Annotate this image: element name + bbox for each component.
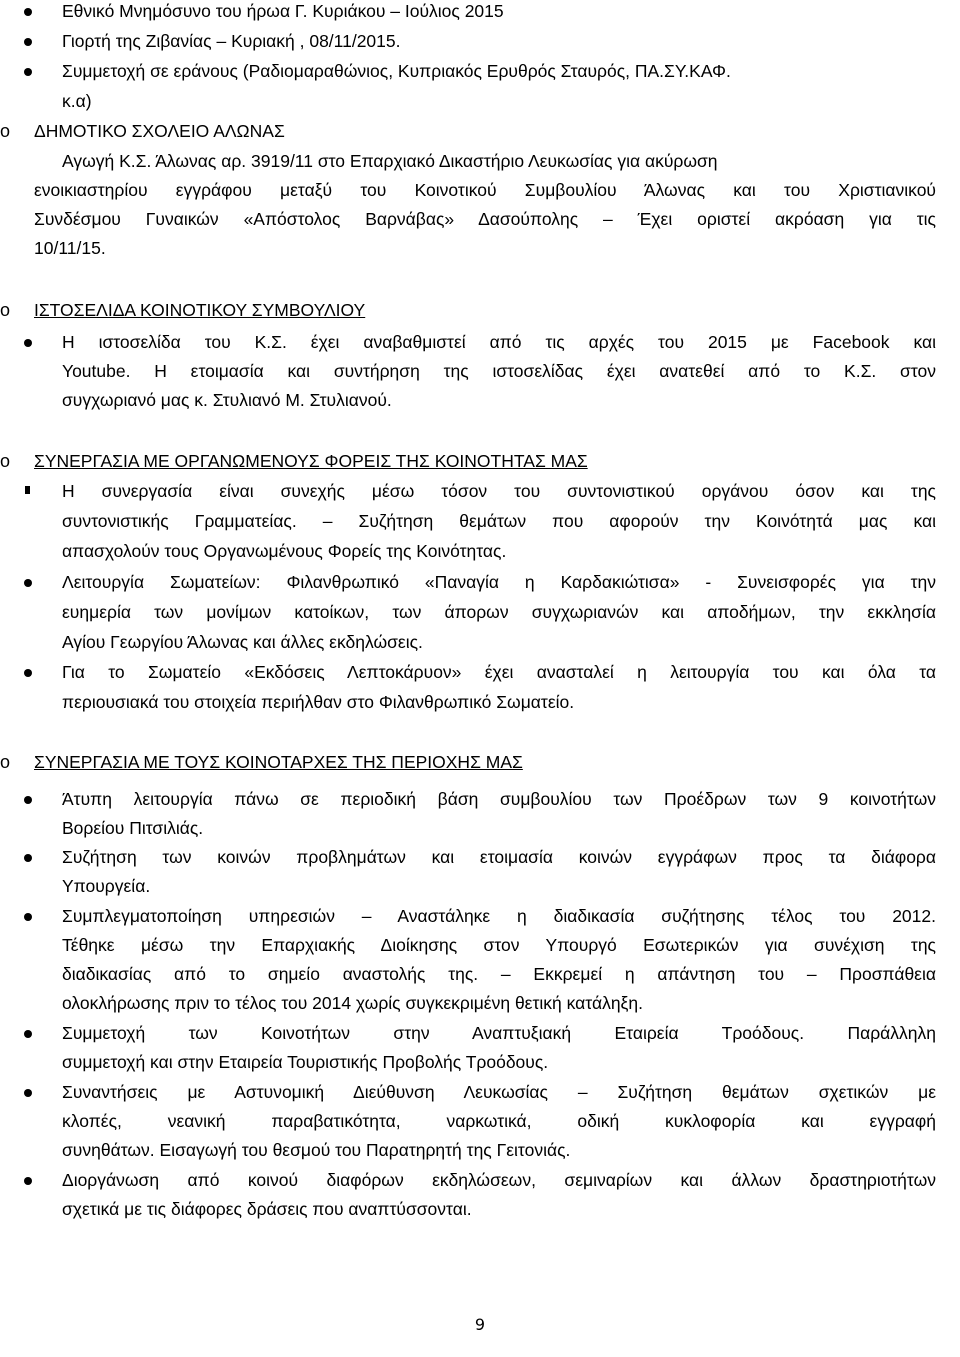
- circle-bullet-icon: o: [0, 451, 11, 471]
- bullet-icon: [24, 1177, 32, 1185]
- bullet-icon: [24, 8, 32, 16]
- bullet-icon: [24, 913, 32, 921]
- square-bullet-icon: [25, 486, 30, 494]
- bullet-icon: [24, 579, 32, 587]
- bullet-icon: [24, 1030, 32, 1038]
- bullet-icon: [24, 68, 32, 76]
- page-number: 9: [474, 1315, 486, 1334]
- bullet-icon: [24, 854, 32, 862]
- bullet-icon: [24, 796, 32, 804]
- bullet-icon: [24, 669, 32, 677]
- bullet-icon: [24, 38, 32, 46]
- circle-bullet-icon: o: [0, 121, 11, 141]
- bullet-icon: [24, 339, 32, 347]
- document-page: Εθνικό Μνημόσυνο του ήρωα Γ. Κυριάκου – Ιούλιος 2015 Γιορτή της Ζιβανίας – Κυριακή , 08/11/2015. Συμμετοχή σε εράνους (Ραδιομαραθώνιος, Κυπριακός Ερυθρός Σταυρός, ΠΑ.ΣΥ.ΚΑΦ. κ.α) o ΔΗΜΟΤΙΚΟ ΣΧΟΛΕΙΟ ΑΛΩΝΑΣ Αγωγή Κ.Σ. Άλωνας αρ. 3919/11 στο Επαρχιακό Δικαστήριο Λευκωσίας για ακύρωση ενοικιαστηρίου εγγράφου μεταξύ του Κοινοτικού Συμβουλίου Άλωνας και του Χριστιανικού Συνδέσμου Γυναικών «Απόστολος Βαρνάβας» Δασούπολης – Έχει οριστεί ακρόαση για τις 10/11/15. o ΙΣΤΟΣΕΛΙΔΑ ΚΟΙΝΟΤΙΚΟΥ ΣΥΜΒΟΥΛΙΟΥ Η ιστοσελίδα του Κ.Σ. έχει αναβαθμιστεί από τις αρχές του 2015 με Facebook και Youtube. Η ετοιμασία και συντήρηση της ιστοσελίδας έχει ανατεθεί από το Κ.Σ. στον συγχωριανό μας κ. Στυλιανό Μ. Στυλιανού. o ΣΥΝΕΡΓΑΣΙΑ ΜΕ ΟΡΓΑΝΩΜΕΝΟΥΣ ΦΟΡΕΙΣ ΤΗΣ ΚΟΙΝΟΤΗΤΑΣ ΜΑΣ Η συνεργασία είναι συνεχής μέσω τόσον του συντονιστικού οργάνου όσον και της συντονιστικής Γραμματείας. – Συζήτηση θεμάτων που αφορούν την Κοινότητά μας και απασχολούν τους Οργανωμένους Φορείς της Κοινότητας. Λειτουργία Σωματείων: Φιλανθρωπικό «Παναγία η Καρδακιώτισα» - Συνεισφορές για την ευημερία των μονίμων κατοίκων, των άπορων συγχωριανών και αποδήμων, την εκκλησία Αγίου Γεωργίου Άλωνας και άλλες εκδηλώσεις. Για το Σωματείο «Εκδόσεις Λεπτοκάρυον» έχει ανασταλεί η λειτουργία του και όλα τα περιουσιακά του στοιχεία περιήλθαν στο Φιλανθρωπικό Σωματείο. o ΣΥΝΕΡΓΑΣΙΑ ΜΕ ΤΟΥΣ ΚΟΙΝΟΤΑΡΧΕΣ ΤΗΣ ΠΕΡΙΟΧΗΣ ΜΑΣ Άτυπη λειτουργία πάνω σε περιοδική βάση συμβουλίου των Προέδρων των 9 κοινοτήτων Βορείου Πιτσιλιάς. Συζήτηση των κοινών προβλημάτων και ετοιμασία κοινών εγγράφων προς τα διάφορα Υπουργεία. Συμπλεγματοποίηση υπηρεσιών – Αναστάληκε η διαδικασία συζήτησης τέλος του 2012. Τέθηκε μέσω την Επαρχιακής Διοίκησης στον Υπουργό Εσωτερικών για συνέχιση της διαδικασίας από το σημείο αναστολής της. – Εκκρεμεί η απάντηση του – Προσπάθεια ολοκλήρωσης πριν το τέλος του 2014 χωρίς συγκεκριμένη θετική κατάληξη. Συμμετοχή των Κοινοτήτων στην Αναπτυξιακή Εταιρεία Τρoόδους. Παράλληλη συμμετοχή και στην Εταιρεία Τουριστικής Προβολής Τροόδους. Συναντήσεις με Αστυνομική Διεύθυνση Λευκωσίας – Συζήτηση θεμάτων σχετικών με κλοπές, νεανική παραβατικότητα, ναρκωτικά, οδική κυκλοφορία και εγγραφή συνηθάτων. Εισαγωγή του θεσμού του Παρατηρητή της Γειτονιάς. Διοργάνωση από κοινού διαφόρων εκδηλώσεων, σεμιναρίων και άλλων δραστηριοτήτων σχετικά με τις διάφορες δράσεις που αναπτύσσονται. 9: [0, 0, 960, 1357]
- bullet-icon: [24, 1089, 32, 1097]
- circle-bullet-icon: o: [0, 752, 11, 772]
- circle-bullet-icon: o: [0, 300, 11, 320]
